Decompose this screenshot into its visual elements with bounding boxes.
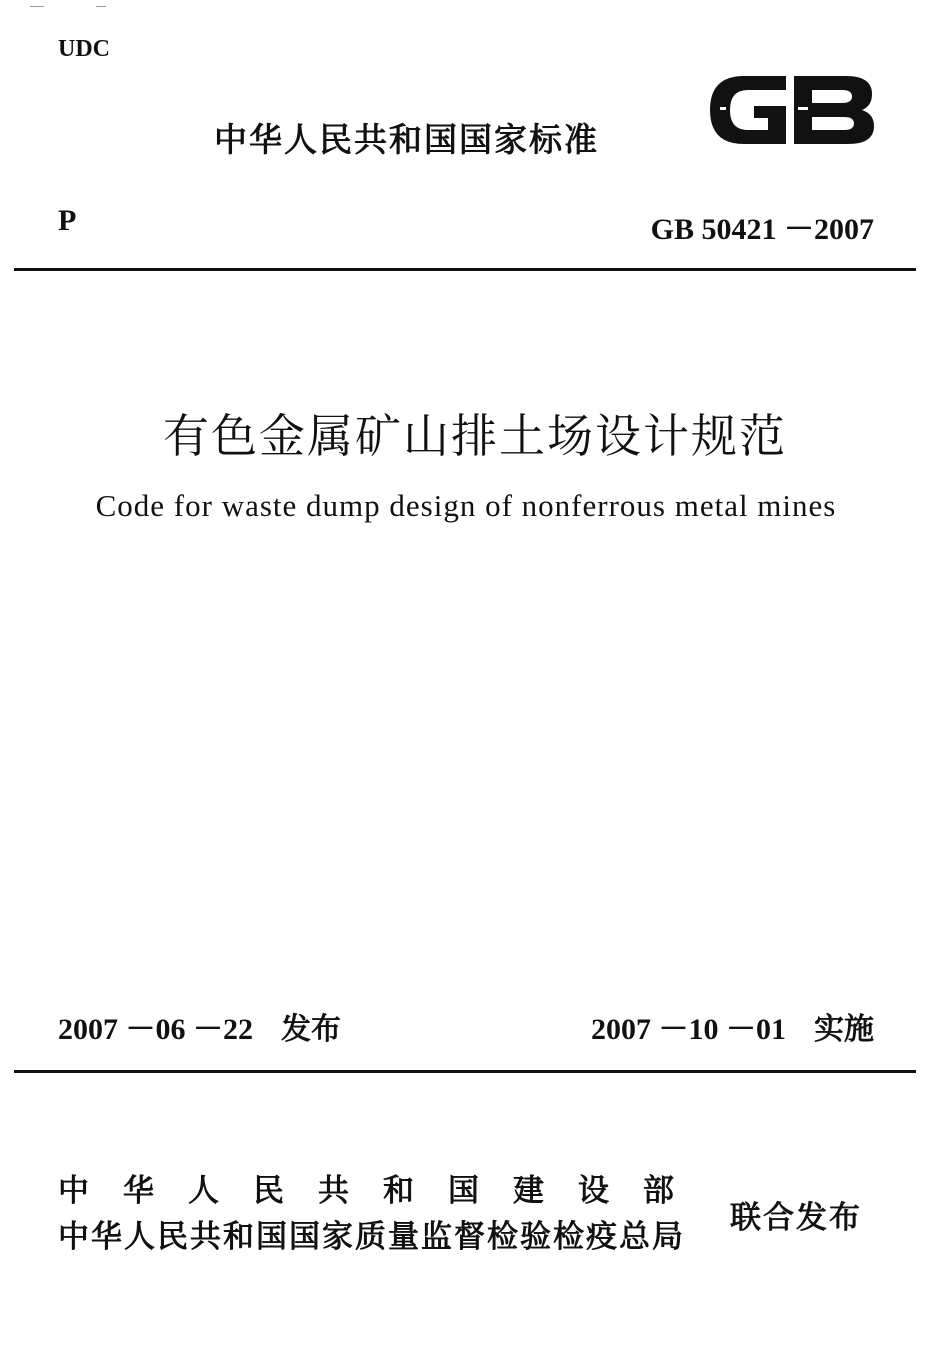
publisher-ministry-of-construction: 中华人民共和国建设部 [58,1173,708,1209]
scan-marks [30,2,120,10]
standard-number: GB 50421 －2007 [650,213,874,246]
issued-label: 发布 [281,1012,341,1047]
gb-logo-icon [706,64,878,156]
bottom-divider [14,1070,916,1073]
top-divider [14,268,916,271]
issued-date: 2007 －06 －22 [58,1013,253,1046]
joint-release-label: 联合发布 [730,1200,862,1236]
udc-label: UDC [58,36,110,62]
effective-date: 2007 －10 －01 [591,1013,786,1046]
publisher-aqsiq: 中华人民共和国国家质量监督检验检疫总局 [58,1219,685,1255]
classification-code: P [58,204,77,237]
title-english: Code for waste dump design of nonferrous metal mines [95,488,837,523]
standard-type: 中华人民共和国国家标准 [214,120,599,159]
publisher-list [58,1168,708,1260]
effective-row [591,1004,874,1048]
issued-row [58,1004,341,1048]
effective-label: 实施 [814,1012,874,1047]
title-chinese: 有色金属矿山排土场设计规范 [163,409,787,463]
